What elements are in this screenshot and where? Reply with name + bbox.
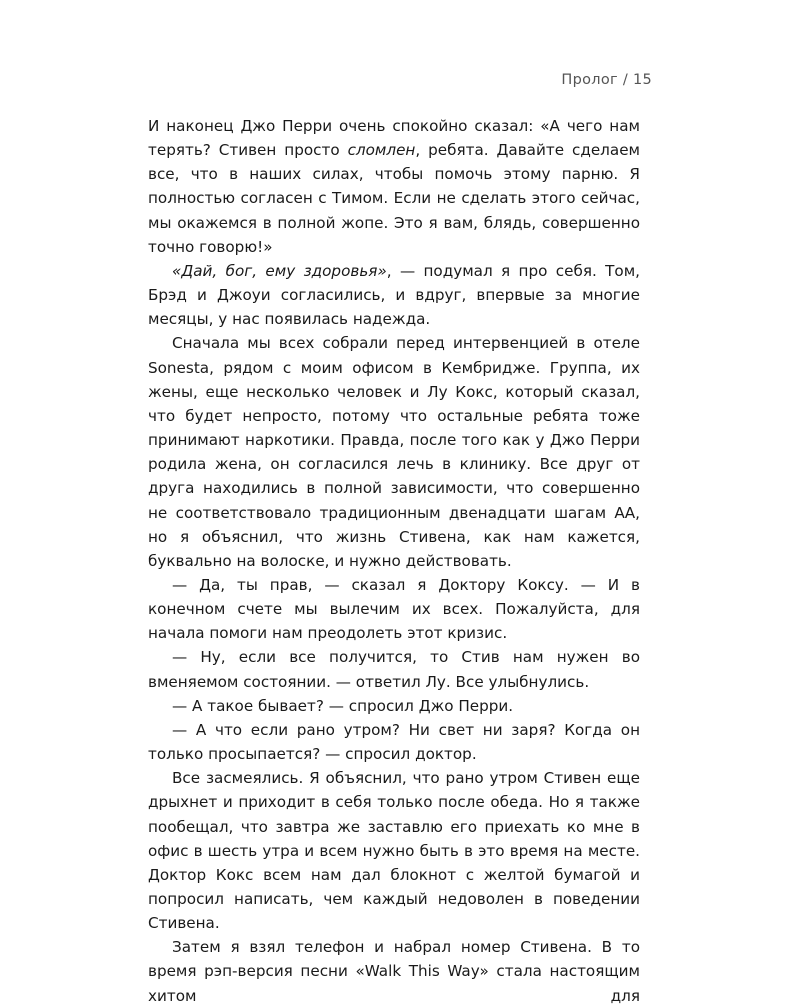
paragraph-1: И наконец Джо Перри очень спокойно сказал: «А чего нам терять? Стивен просто сломлен, ребята. Давайте сделаем все, что в наших силах, чтобы помочь этому парню. Я полностью согласен с Тимом. Если не сделать этого сейчас, мы окажемся в полной жопе. Это я вам, блядь, совершенно точно говорю!» xyxy=(148,117,640,256)
running-head: Пролог / 15 xyxy=(561,72,652,88)
paragraph-2: «Дай, бог, ему здоровья», — подумал я про себя. Том, Брэд и Джоуи согласились, и вдруг, впервые за многие месяцы, у нас появилась надежда. xyxy=(148,261,640,329)
paragraph-3: Сначала мы всех собрали перед интервенцией в отеле Sonesta, рядом с моим офисом в Кембридже. Группа, их жены, еще несколько человек и Лу Кокс, который сказал, что будет непросто, потому что остальные ребята тоже принимают наркотики. Правда, после того как у Джо Перри родила жена, он согласился лечь в клинику. Все друг от друга находились в полной зависимости, что совершенно не соответствовало традиционным двенадцати шагам АА, но я объяснил, что жизнь Стивена, как нам кажется, буквально на волоске, и нужно действовать. xyxy=(148,334,640,570)
paragraph-4: — Да, ты прав, — сказал я Доктору Коксу. — И в конечном счете мы вылечим их всех. Пожалуйста, для начала помоги нам преодолеть этот кризис. xyxy=(148,575,640,643)
paragraph-5: — Ну, если все получится, то Стив нам нужен во вменяемом состоянии. — ответил Лу. Все улыбнулись. xyxy=(148,648,640,691)
paragraph-9: Затем я взял телефон и набрал номер Стивена. В то время рэп-версия песни «Walk This Way» стала настоящим хитом для xyxy=(148,938,640,1005)
paragraph-7: — А что если рано утром? Ни свет ни заря? Когда он только просыпается? — спросил доктор. xyxy=(148,720,640,764)
paragraph-8: Все засмеялись. Я объяснил, что рано утром Стивен еще дрыхнет и приходит в себя только после обеда. Но я также пообещал, что завтра же заставлю его приехать ко мне в офис в шесть утра и всем нужно быть в это время на месте. Доктор Кокс всем нам дал блокнот с желтой бумагой и попросил написать, чем каждый недоволен в поведении Стивена. xyxy=(148,769,640,933)
body-text xyxy=(148,114,640,1008)
paragraph-6: — А такое бывает? — спросил Джо Перри. xyxy=(172,696,514,715)
